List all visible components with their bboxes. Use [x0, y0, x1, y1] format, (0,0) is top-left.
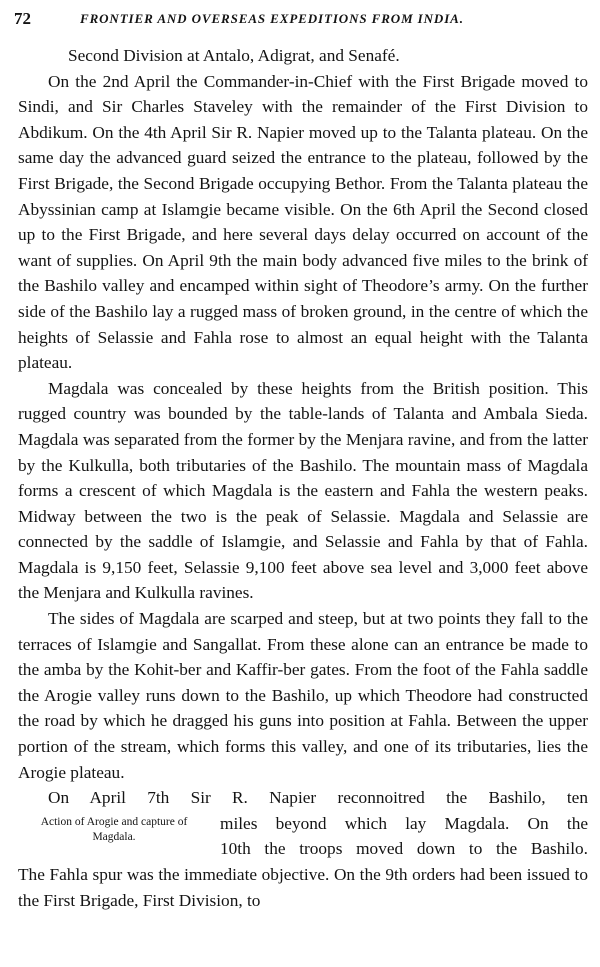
page-header	[14, 9, 586, 31]
paragraph: On the 2nd April the Commander-in-Chief with the First Brigade moved to Sindi, and Sir Charles Staveley with the remainder of the First Division to Abdikum. On the 4th April Sir R. Napier moved up to the Talanta plateau. On the same day the advanced guard seized the entrance to the plateau, followed by the First Brigade, the Second Brigade occupying Bethor. From the Talanta plateau the Abyssinian camp at Islamgie became visible. On the 6th April the Second closed up to the First Brigade, and here several days delay occurred on account of the want of supplies. On April 9th the main body advanced five miles to the brink of the Bashilo valley and encamped within sight of Theodore’s army. On the further side of the Bashilo lay a rugged mass of broken ground, in the centre of which the heights of Selassie and Fahla rose to almost an equal height with the Talanta plateau.	[18, 71, 588, 373]
marginal-note: Action of Arogie and capture of Magdala.	[40, 816, 188, 844]
paragraph-with-marginal-note	[18, 785, 588, 844]
page-number: 72	[14, 9, 31, 28]
line-beside-note-wrap	[18, 836, 588, 862]
paragraph: Magdala was concealed by these heights from the British position. This rugged country was bounded by the table-lands of Talanta and Ambala Sieda. Magdala was separated from the former by the Menjara ravine, and from the latter by the Kulkulla, both tributaries of the Bashilo. The mountain mass of Magdala forms a crescent of which Magdala is the eastern and Fahla the western peaks. Midway between the two is the peak of Selassie. Magdala and Selassie are connected by the saddle of Islamgie, and Selassie and Fahla by that of Fahla. Magdala is 9,150 feet, Selassie 9,100 feet above sea level and 3,000 feet above the Menjara and Kulkulla ravines.	[18, 378, 588, 603]
running-head: FRONTIER AND OVERSEAS EXPEDITIONS FROM INDIA.	[80, 11, 464, 26]
paragraph-first-line: On April 7th Sir R. Napier reconnoitred the Bashilo, ten	[48, 788, 588, 808]
paragraph-continuation: The Fahla spur was the immediate objective. On the 9th orders had been issued to the First Brigade, First Division, to	[18, 865, 588, 910]
text-line: 10th the troops moved down to the Bashilo.	[220, 839, 588, 859]
paragraph: Second Division at Antalo, Adigrat, and Senafé.	[68, 46, 400, 65]
paragraph: The sides of Magdala are scarped and steep, but at two points they fall to the terraces of Islamgie and Sangallat. From these alone can an entrance be made to the amba by the Kohit-ber and Kaffir-ber gates. From the foot of the Fahla saddle the Arogie valley runs down to the Bashilo, up which Theodore had constructed the road by which he dragged his guns into position at Fahla. Between the upper portion of the stream, which forms this valley, and one of its tributaries, lies the Arogie plateau.	[18, 609, 588, 782]
lines-beside-note	[220, 811, 588, 837]
text-line: miles beyond which lay Magdala. On the	[220, 813, 588, 833]
body-text	[18, 43, 588, 913]
